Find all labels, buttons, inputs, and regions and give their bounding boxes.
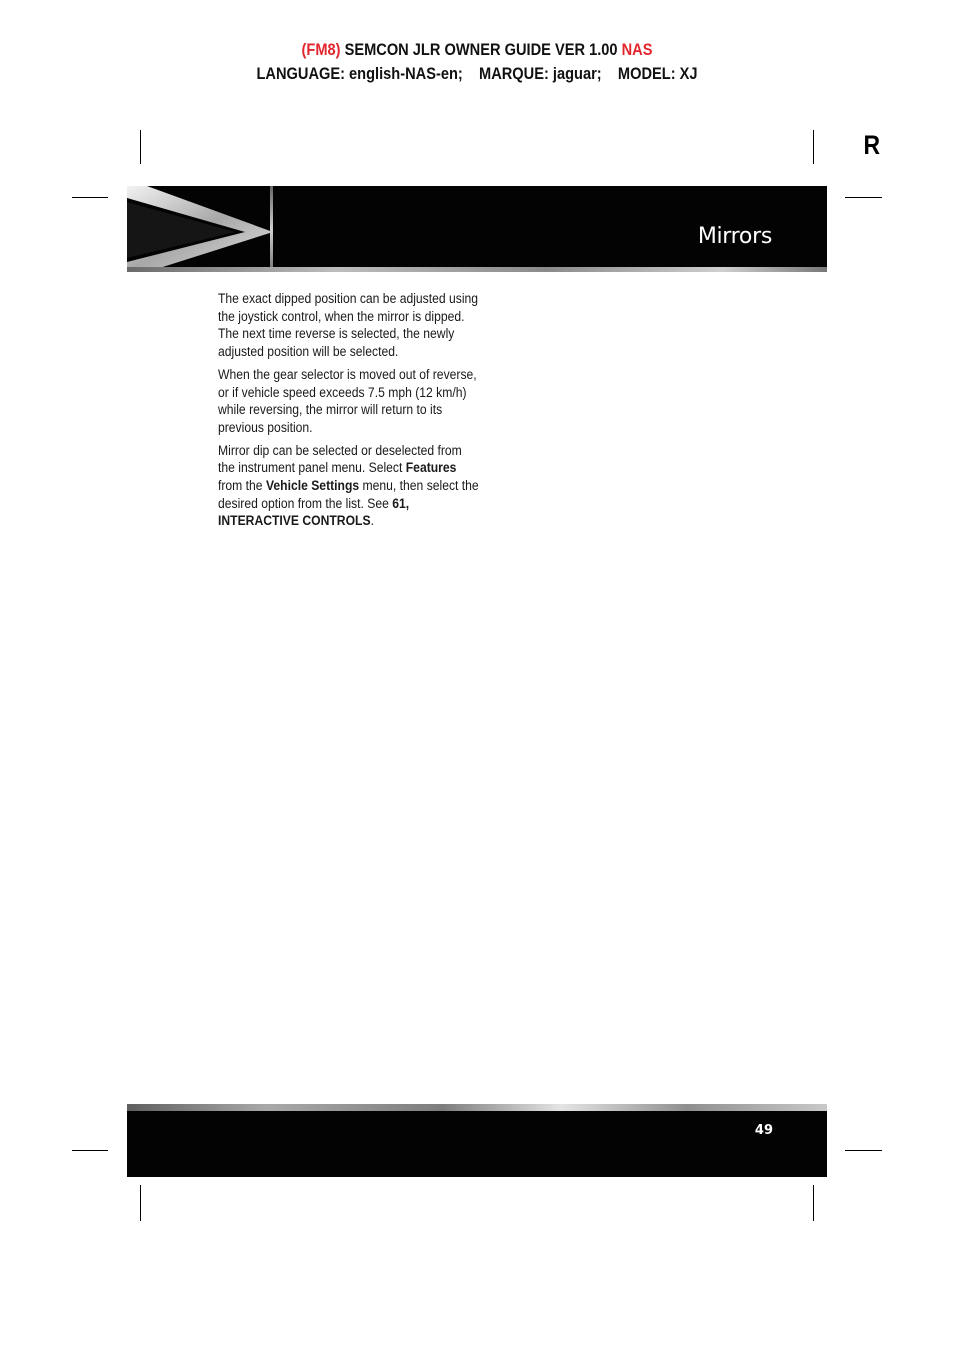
menu-item-features: Features (405, 460, 457, 476)
text-run: Mirror dip can be selected or deselected from the instrument panel menu. Select (218, 442, 462, 476)
header-code: (FM8) (301, 40, 341, 59)
header-region: NAS (621, 40, 653, 59)
paragraph-mirror-dip-menu (218, 442, 479, 531)
crop-mark-bottom-left-vertical (140, 1185, 141, 1221)
crop-mark-top-right-horizontal (845, 197, 882, 198)
page-footer-bar (127, 1104, 827, 1177)
crop-mark-top-left-horizontal (72, 197, 108, 198)
text-run: menu, then select the desired option from the list. See (218, 478, 479, 511)
title-bar-metal-strip (127, 267, 827, 272)
paragraph-gear-selector: When the gear selector is moved out of reverse, or if vehicle speed exceeds 7.5 mph (12 km/h) while reversing, the mirror will return to its previous position. (218, 366, 477, 435)
crop-mark-top-right-vertical (813, 130, 814, 164)
crop-mark-top-left-vertical (140, 130, 141, 164)
menu-item-vehicle-settings: Vehicle Settings (265, 478, 360, 494)
title-bar-divider (270, 186, 273, 272)
body-text-column (218, 290, 480, 535)
paragraph-dipped-position: The exact dipped position can be adjusted using the joystick control, when the mirror is dipped. The next time reverse is selected, the newly adjusted position will be selected. (218, 291, 479, 360)
section-title-bar (127, 186, 827, 272)
cross-reference: 61, INTERACTIVE CONTROLS (218, 495, 410, 529)
chevron-arrow-icon (127, 186, 273, 272)
document-header (67, 38, 887, 86)
page-number: 49 (754, 1123, 773, 1138)
section-title: Mirrors (697, 224, 772, 249)
header-guide-title: SEMCON JLR OWNER GUIDE VER 1.00 (344, 40, 618, 59)
crop-mark-bottom-left-horizontal (72, 1150, 108, 1151)
text-run: from the (218, 478, 266, 494)
crop-mark-bottom-right-vertical (813, 1185, 814, 1221)
header-line-1 (67, 38, 887, 62)
crop-mark-bottom-right-horizontal (845, 1150, 882, 1151)
text-run: . (370, 513, 374, 529)
footer-metal-strip (127, 1104, 827, 1111)
section-tab-letter: R (863, 130, 881, 160)
header-line-2: LANGUAGE: english-NAS-en; MARQUE: jaguar; MODEL: XJ (256, 64, 698, 83)
